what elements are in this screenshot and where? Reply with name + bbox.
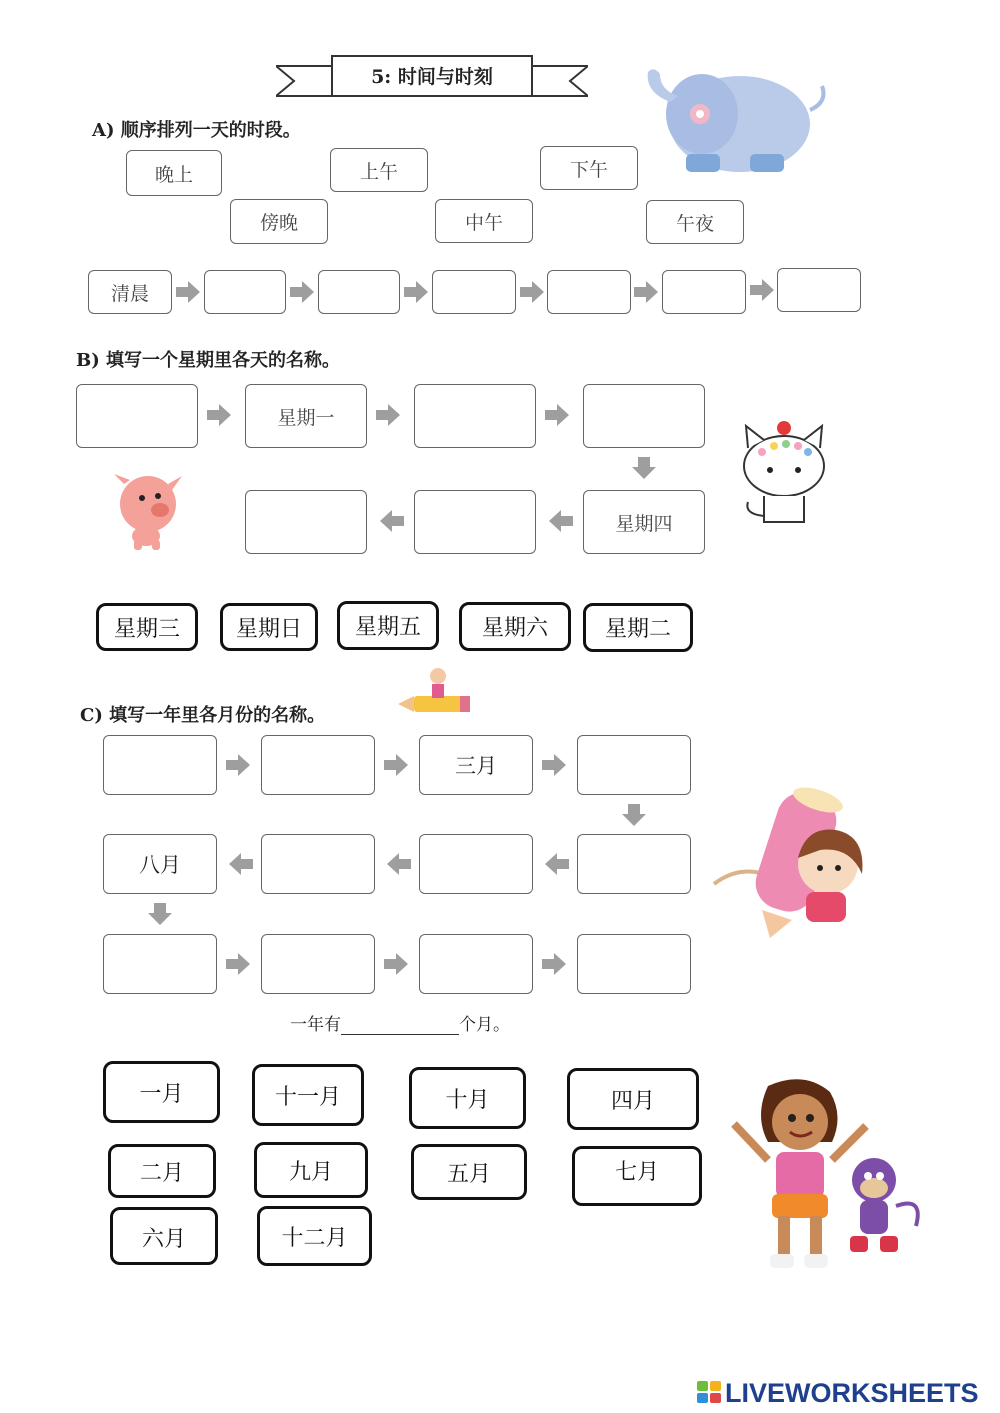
month-answer-slot[interactable] — [261, 934, 375, 994]
month-answer-slot[interactable] — [103, 934, 217, 994]
time-answer-slot[interactable] — [777, 268, 861, 312]
cat-illustration — [734, 418, 834, 530]
weekday-given-box: 星期一 — [245, 384, 367, 448]
weekday-answer-slot[interactable] — [414, 490, 536, 554]
footer-logo-text: LIVEWORKSHEETS — [725, 1378, 979, 1408]
arrow-right-icon — [542, 953, 566, 975]
month-choice-card[interactable]: 十月 — [409, 1067, 526, 1129]
arrow-right-icon — [376, 404, 400, 426]
arrow-right-icon — [176, 281, 200, 303]
weekday-answer-slot[interactable] — [245, 490, 367, 554]
arrow-right-icon — [520, 281, 544, 303]
months-count-sentence — [290, 1010, 510, 1035]
arrow-left-icon — [380, 510, 404, 532]
dora-and-boots-illustration — [724, 1076, 930, 1276]
arrow-left-icon — [387, 853, 411, 875]
time-choice-card[interactable]: 傍晚 — [230, 199, 328, 244]
weekday-answer-slot[interactable] — [583, 384, 705, 448]
month-choice-card[interactable]: 五月 — [411, 1144, 527, 1200]
arrow-right-icon — [545, 404, 569, 426]
sentence-prefix: 一年有 — [290, 1015, 341, 1035]
pencil-kid-illustration — [398, 666, 474, 722]
month-answer-slot[interactable] — [577, 834, 691, 894]
arrow-right-icon — [384, 754, 408, 776]
arrow-right-icon — [750, 279, 774, 301]
month-answer-slot[interactable] — [419, 834, 533, 894]
time-choice-card[interactable]: 下午 — [540, 146, 638, 190]
month-choice-card[interactable]: 四月 — [567, 1068, 699, 1130]
month-answer-slot[interactable] — [419, 934, 533, 994]
month-answer-slot[interactable] — [577, 735, 691, 795]
arrow-down-icon — [632, 457, 656, 479]
time-answer-slot[interactable] — [432, 270, 516, 314]
arrow-left-icon — [549, 510, 573, 532]
month-given-box: 八月 — [103, 834, 217, 894]
months-count-blank[interactable] — [341, 1016, 459, 1035]
time-start-box: 清晨 — [88, 270, 172, 314]
weekday-given-box: 星期四 — [583, 490, 705, 554]
arrow-right-icon — [404, 281, 428, 303]
elephant-illustration — [640, 62, 830, 180]
month-choice-card[interactable]: 十一月 — [252, 1064, 364, 1126]
month-choice-card[interactable]: 七月 — [572, 1146, 702, 1206]
weekday-answer-slot[interactable] — [76, 384, 198, 448]
arrow-right-icon — [290, 281, 314, 303]
month-choice-card[interactable]: 十二月 — [257, 1206, 372, 1266]
month-answer-slot[interactable] — [261, 735, 375, 795]
month-given-box: 三月 — [419, 735, 533, 795]
arrow-left-icon — [229, 853, 253, 875]
month-choice-card[interactable]: 九月 — [254, 1142, 368, 1198]
arrow-right-icon — [226, 953, 250, 975]
time-answer-slot[interactable] — [318, 270, 400, 314]
sentence-suffix: 个月。 — [459, 1015, 510, 1035]
weekday-choice-card[interactable]: 星期日 — [220, 603, 318, 651]
time-answer-slot[interactable] — [662, 270, 746, 314]
section-c-heading: C) 填写一年里各月份的名称。 — [80, 705, 326, 726]
pig-illustration — [106, 472, 192, 550]
arrow-right-icon — [634, 281, 658, 303]
weekday-answer-slot[interactable] — [414, 384, 536, 448]
weekday-choice-card[interactable]: 星期五 — [337, 601, 439, 650]
weekday-choice-card[interactable]: 星期二 — [583, 603, 693, 652]
arrow-right-icon — [542, 754, 566, 776]
page-title: 5: 时间与时刻 — [371, 66, 493, 88]
section-a-heading: A) 顺序排列一天的时段。 — [92, 120, 301, 141]
section-b-heading: B) 填写一个星期里各天的名称。 — [76, 350, 340, 371]
arrow-left-icon — [545, 853, 569, 875]
arrow-down-icon — [622, 804, 646, 826]
time-answer-slot[interactable] — [204, 270, 286, 314]
month-choice-card[interactable]: 一月 — [103, 1061, 220, 1123]
month-answer-slot[interactable] — [577, 934, 691, 994]
time-answer-slot[interactable] — [547, 270, 631, 314]
month-answer-slot[interactable] — [261, 834, 375, 894]
liveworksheets-logo-icon — [697, 1381, 723, 1405]
time-choice-card[interactable]: 晚上 — [126, 150, 222, 196]
arrow-right-icon — [226, 754, 250, 776]
month-answer-slot[interactable] — [103, 735, 217, 795]
time-choice-card[interactable]: 午夜 — [646, 200, 744, 244]
arrow-right-icon — [207, 404, 231, 426]
weekday-choice-card[interactable]: 星期三 — [96, 603, 198, 651]
arrow-down-icon — [148, 903, 172, 925]
month-choice-card[interactable]: 二月 — [108, 1144, 216, 1198]
time-choice-card[interactable]: 中午 — [435, 199, 533, 243]
time-choice-card[interactable]: 上午 — [330, 148, 428, 192]
month-choice-card[interactable]: 六月 — [110, 1207, 218, 1265]
weekday-choice-card[interactable]: 星期六 — [459, 602, 571, 651]
arrow-right-icon — [384, 953, 408, 975]
girl-pencil-illustration — [710, 786, 870, 946]
